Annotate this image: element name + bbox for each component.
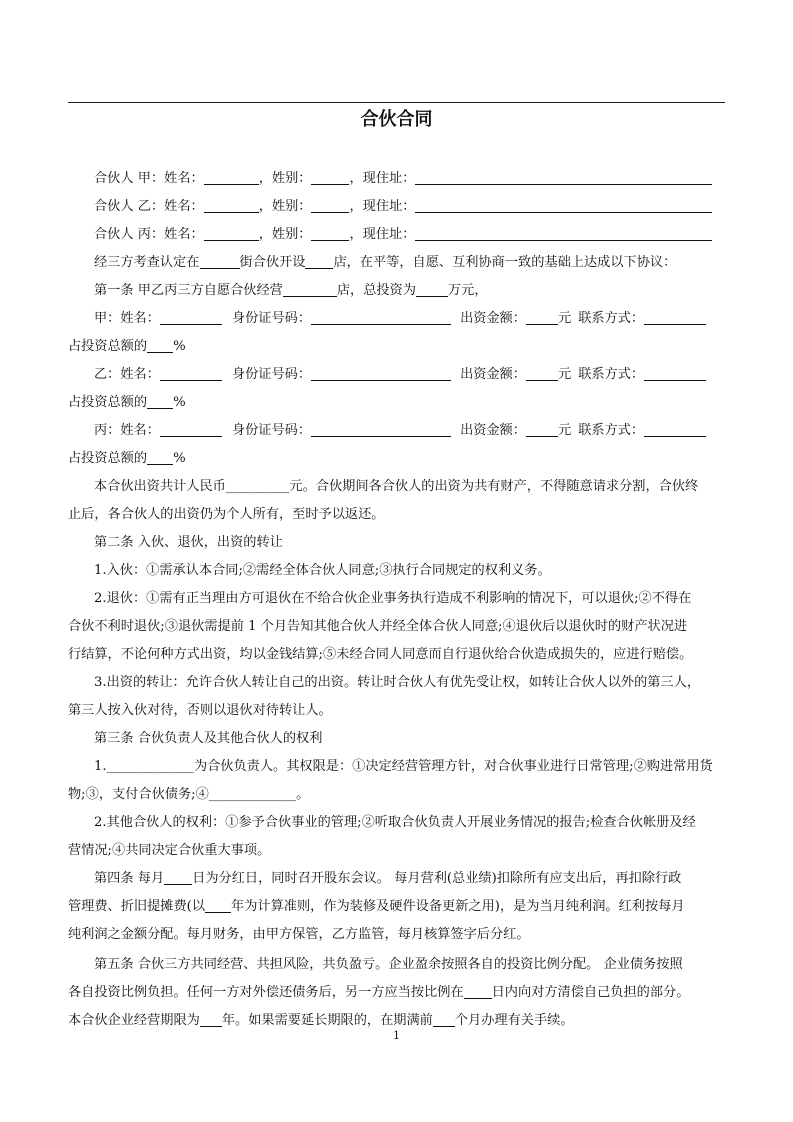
share-blank [147,338,173,353]
capital-text: 元。合伙期间各合伙人的出资为共有财产，不得随意请求分割，合伙终 [289,479,699,494]
article-1-text: 第一条 甲乙丙三方自愿合伙经营 [94,283,283,298]
share-blank [147,394,173,409]
investor-share-c [68,450,728,468]
share-label: 占投资总额的 [68,395,148,410]
name-blank [204,226,259,241]
article-2-item-2-line-2: 合伙不利时退伙;③退伙需提前 1 个月告知其他合伙人并经全体合伙人同意;④退伙后以退伙时的财产状况进 [68,619,688,634]
id-blank [311,366,451,381]
article-5-line-1: 第五条 合伙三方共同经营、共担风险，共负盈亏。企业盈余按照各自的投资比例分配。 企业债务按照 [94,957,683,972]
id-blank [311,310,451,325]
contact-blank [644,422,706,437]
investor-name-label: 甲：姓名： [94,311,160,326]
article-5-text: 日内向对方清偿自己负担的部分。 [491,985,690,1000]
yuan-label: 元 [558,311,572,326]
intro-line [68,254,754,272]
term-years-blank [200,1012,222,1027]
address-label: ，现住址： [349,171,416,186]
gender-label: ，姓别： [258,171,312,186]
contact-blank [644,310,706,325]
article-4-line-3: 纯利润之金额分配。每月财务，由甲方保管，乙方监管，每月核算签字后分红。 [68,927,530,942]
investor-share-a [68,338,728,356]
article-5-line-3 [68,1012,728,1030]
address-label: ，现住址： [349,199,416,214]
partner-line-c [68,226,754,244]
page-number: 1 [393,1029,400,1042]
article-1-text: 店，总投资为 [336,283,416,298]
authority-blank: ___________ [208,787,297,802]
contact-label: 联系方式： [578,367,645,382]
article-3-item-1-line-2 [68,786,728,804]
article-4-text: 日为分红日，同时召开股东会议。 每月营利(总业绩)扣除所有应支出后，再扣除行政 [192,871,682,886]
article-4-text: 管理费、折旧提摊费(以 [68,899,206,914]
address-blank [415,198,712,213]
article-3-heading: 第三条 合伙负责人及其他合伙人的权利 [94,731,323,746]
name-blank [160,422,222,437]
article-3-item-2-line-1: 2.其他合伙人的权利：①参予合伙事业的管理;②听取合伙负责人开展业务情况的报告;检查合伙帐册及经 [94,815,696,830]
contact-label: 联系方式： [578,423,645,438]
id-blank [311,422,451,437]
article-2-item-2-line-3: 行结算，不论何种方式出资，均以金钱结算;⑤未经合同人同意而自行退伙给合伙造成损失的，应进行赔偿。 [68,647,693,662]
name-blank [160,310,222,325]
intro-text: 街合伙开设 [239,255,306,270]
investor-line-b [68,366,754,384]
capital-blank: ________ [225,479,290,494]
partner-label: 合伙人 甲：姓名： [94,171,204,186]
article-1-text: 万元， [447,283,488,298]
document-title: 合伙合同 [360,109,433,130]
investor-name-label: 乙：姓名： [94,367,160,382]
article-4-line-2 [68,898,728,916]
article-5-line-2 [68,984,728,1002]
article-2-item-2-line-1: 2.退伙：①需有正当理由方可退伙在不给合伙企业事务执行造成不利影响的情况下，可以退伙;②不得在 [94,591,692,606]
amount-label: 出资金额： [460,367,526,382]
share-label: 占投资总额的 [68,339,148,354]
gender-blank [311,226,349,241]
percent-sign: % [173,339,186,354]
intro-text: 店，在平等，自愿、互利协商一致的基础上达成以下协议： [333,255,677,270]
amount-blank [526,366,558,381]
gender-blank [311,198,349,213]
name-blank [204,198,259,213]
investment-blank [416,282,448,297]
contact-label: 联系方式： [578,311,645,326]
article-4-line-1 [68,870,754,888]
article-5-text: 个月办理有关手续。 [454,1013,574,1028]
share-blank [147,450,173,465]
address-blank [415,226,712,241]
article-1 [68,282,754,300]
gender-label: ，姓别： [258,199,312,214]
investor-name-label: 丙：姓名： [94,423,160,438]
article-2-heading: 第二条 入伙、退伙，出资的转让 [94,535,283,550]
dividend-day-blank [164,870,192,885]
months-blank [433,1012,455,1027]
capital-paragraph-line-1 [68,478,754,496]
share-label: 占投资总额的 [68,451,148,466]
gender-blank [311,170,349,185]
business-blank [283,282,337,297]
article-5-text: 各自投资比例负担。任何一方对外偿还债务后，另一方应当按比例在 [68,985,464,1000]
article-2-item-1: 1.入伙：①需承认本合同;②需经全体合伙人同意;③执行合同规定的权利义务。 [94,563,551,578]
article-3-text: 物;③，支付合伙债务;④ [68,787,209,802]
amount-blank [526,422,558,437]
street-blank [200,254,240,269]
gender-label: ，姓别： [258,227,312,242]
investor-share-b [68,394,728,412]
shop-blank [305,254,333,269]
partner-line-b [68,198,754,216]
header-rule [68,102,725,103]
yuan-label: 元 [558,367,572,382]
investor-line-a [68,310,754,328]
address-blank [415,170,712,185]
capital-paragraph-line-2: 止后，各合伙人的出资仍为个人所有，至时予以返还。 [68,507,385,522]
amount-blank [526,310,558,325]
article-3-text: 1. [94,759,107,774]
contact-blank [644,366,706,381]
partner-line-a [68,170,754,188]
id-label: 身份证号码： [231,423,312,438]
name-blank [204,170,259,185]
article-4-text: 年为计算准则，作为装修及硬件设备更新之用)，是为当月纯利润。红利按每月 [231,899,685,914]
intro-text: 经三方考查认定在 [94,255,200,270]
article-3-item-1-line-1 [68,758,754,776]
capital-text: 本合伙出资共计人民币 [94,479,226,494]
id-label: 身份证号码： [231,367,312,382]
investor-line-c [68,422,754,440]
article-2-item-3-line-1: 3.出资的转让：允许合伙人转让自己的出资。转让时合伙人有优先受让权，如转让合伙人以外的第三人， [94,675,701,690]
days-blank [464,984,492,999]
id-label: 身份证号码： [231,311,312,326]
address-label: ，现住址： [349,227,416,242]
yuan-label: 元 [558,423,572,438]
article-4-text: 第四条 每月 [94,871,165,886]
name-blank [160,366,222,381]
article-3-item-2-line-2: 营情况;④共同决定合伙重大事项。 [68,843,271,858]
amount-label: 出资金额： [460,423,526,438]
leader-blank: ___________ [106,759,194,774]
percent-sign: % [173,395,186,410]
amount-label: 出资金额： [460,311,526,326]
article-5-text: 年。如果需要延长期限的，在期满前 [221,1013,433,1028]
article-2-item-3-line-2: 第三人按入伙对待，否则以退伙对待转让人。 [68,703,332,718]
partner-label: 合伙人 乙：姓名： [94,199,204,214]
article-3-text: 为合伙负责人。其权限是：①决定经营管理方针，对合伙事业进行日常管理;②购进常用货 [193,759,713,774]
article-3-text: 。 [296,787,310,802]
article-5-text: 本合伙企业经营期限为 [68,1013,200,1028]
percent-sign: % [173,451,186,466]
years-blank [205,898,231,913]
partner-label: 合伙人 丙：姓名： [94,227,204,242]
